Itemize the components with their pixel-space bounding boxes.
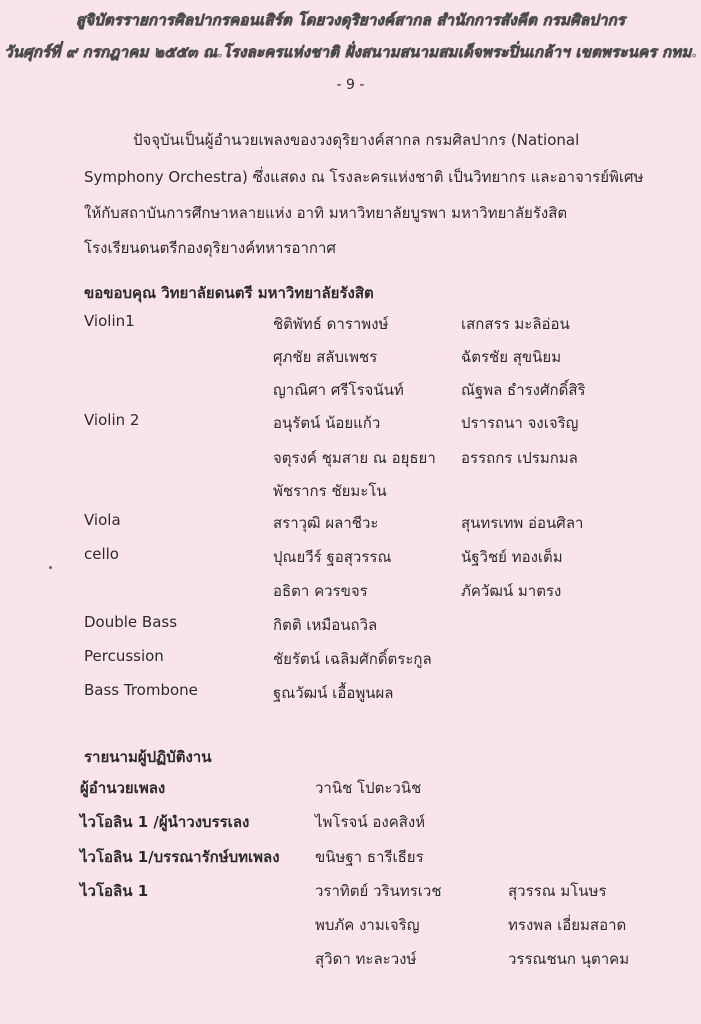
- musician-name: นัฐวิชย์ ทองเต็ม: [461, 548, 563, 566]
- staff-heading: รายนามผู้ปฏิบัติงาน: [84, 748, 212, 766]
- musician-name: ชิติพัทธ์ ดาราพงษ์: [273, 315, 389, 333]
- instrument-label: Bass Trombone: [84, 681, 198, 699]
- staff-name: วรรณชนก นุตาคม: [508, 950, 630, 968]
- header-date-venue-line: วันศุกร์ที่ ๙ กรกฎาคม ๒๕๕๓ ณ.โรงละครแห่งชาติ ฝั่งสนามสนามสมเด็จพระปิ่นเกล้าฯ เขตพระนคร กทม.: [4, 43, 697, 61]
- intro-line: ปัจจุบันเป็นผู้อำนวยเพลงของวงดุริยางค์สากล กรมศิลปากร (National: [133, 131, 580, 149]
- instrument-label: cello: [84, 545, 119, 563]
- musician-name: ปุณยวีร์ ฐอสุวรรณ: [273, 548, 392, 566]
- musician-name: กิตติ เหมือนถวิล: [273, 616, 378, 634]
- musician-name: ชัยรัตน์ เฉลิมศักดิ์ตระกูล: [273, 650, 432, 668]
- musician-name: สุนทรเทพ อ่อนศิลา: [461, 514, 584, 532]
- scan-speck: [49, 566, 52, 569]
- intro-line: ให้กับสถาบันการศึกษาหลายแห่ง อาทิ มหาวิทยาลัยบูรพา มหาวิทยาลัยรังสิต: [84, 204, 568, 222]
- musician-name: ฉัตรชัย สุขนิยม: [461, 348, 562, 366]
- header-title-line: สูจิบัตรรายการศิลปากรคอนเสิร์ต โดยวงดุริยางค์สากล สำนักการสังคีต กรมศิลปากร: [75, 11, 626, 29]
- intro-line: โรงเรียนดนตรีกองดุริยางค์ทหารอากาศ: [84, 239, 336, 257]
- staff-name: พบภัค งามเจริญ: [315, 916, 420, 934]
- staff-name: ทรงพล เอี่ยมสอาด: [508, 916, 627, 934]
- staff-role: ผู้อำนวยเพลง: [80, 779, 166, 797]
- staff-name: สุวรรณ มโนษร: [508, 882, 607, 900]
- thanks-heading: ขอขอบคุณ วิทยาลัยดนตรี มหาวิทยาลัยรังสิต: [84, 284, 374, 302]
- instrument-label: Viola: [84, 511, 121, 529]
- staff-role: ไวโอลิน 1: [80, 882, 149, 900]
- staff-role: ไวโอลิน 1/บรรณารักษ์บทเพลง: [80, 848, 280, 866]
- musician-name: อนุรัตน์ น้อยแก้ว: [273, 414, 381, 432]
- staff-name: วราทิตย์ วรินทรเวช: [315, 882, 442, 900]
- musician-name: พัชรากร ชัยมะโน: [273, 482, 387, 500]
- musician-name: สราวุฒิ ผลาชีวะ: [273, 514, 379, 532]
- instrument-label: Violin 2: [84, 411, 140, 429]
- musician-name: ณัฐพล ธำรงศักดิ์สิริ: [461, 381, 586, 399]
- musician-name: ฐณวัฒน์ เอื้อพูนผล: [273, 684, 394, 702]
- musician-name: เสกสรร มะลิอ่อน: [461, 315, 570, 333]
- staff-name: วานิช โปตะวนิช: [315, 779, 422, 797]
- staff-name: ขนิษฐา ธารีเธียร: [315, 848, 424, 866]
- page-number: - 9 -: [336, 77, 365, 93]
- instrument-label: Violin1: [84, 312, 135, 330]
- musician-name: อรรถกร เปรมกมล: [461, 449, 578, 467]
- musician-name: ปรารถนา จงเจริญ: [461, 414, 579, 432]
- instrument-label: Percussion: [84, 647, 164, 665]
- musician-name: ญาณิศา ศรีโรจนันท์: [273, 381, 404, 399]
- staff-role: ไวโอลิน 1 /ผู้นำวงบรรเลง: [80, 813, 250, 831]
- intro-line: Symphony Orchestra) ซึ่งแสดง ณ โรงละครแห่งชาติ เป็นวิทยากร และอาจารย์พิเศษ: [84, 168, 644, 186]
- musician-name: ภัควัฒน์ มาตรง: [461, 582, 562, 600]
- musician-name: อธิตา ควรขจร: [273, 582, 368, 600]
- musician-name: ศุภชัย สลับเพชร: [273, 348, 378, 366]
- musician-name: จตุรงค์ ชุมสาย ณ อยุธยา: [273, 449, 436, 467]
- staff-name: สุวิดา ทะละวงษ์: [315, 950, 417, 968]
- staff-name: ไพโรจน์ องคสิงห์: [315, 813, 426, 831]
- instrument-label: Double Bass: [84, 613, 178, 631]
